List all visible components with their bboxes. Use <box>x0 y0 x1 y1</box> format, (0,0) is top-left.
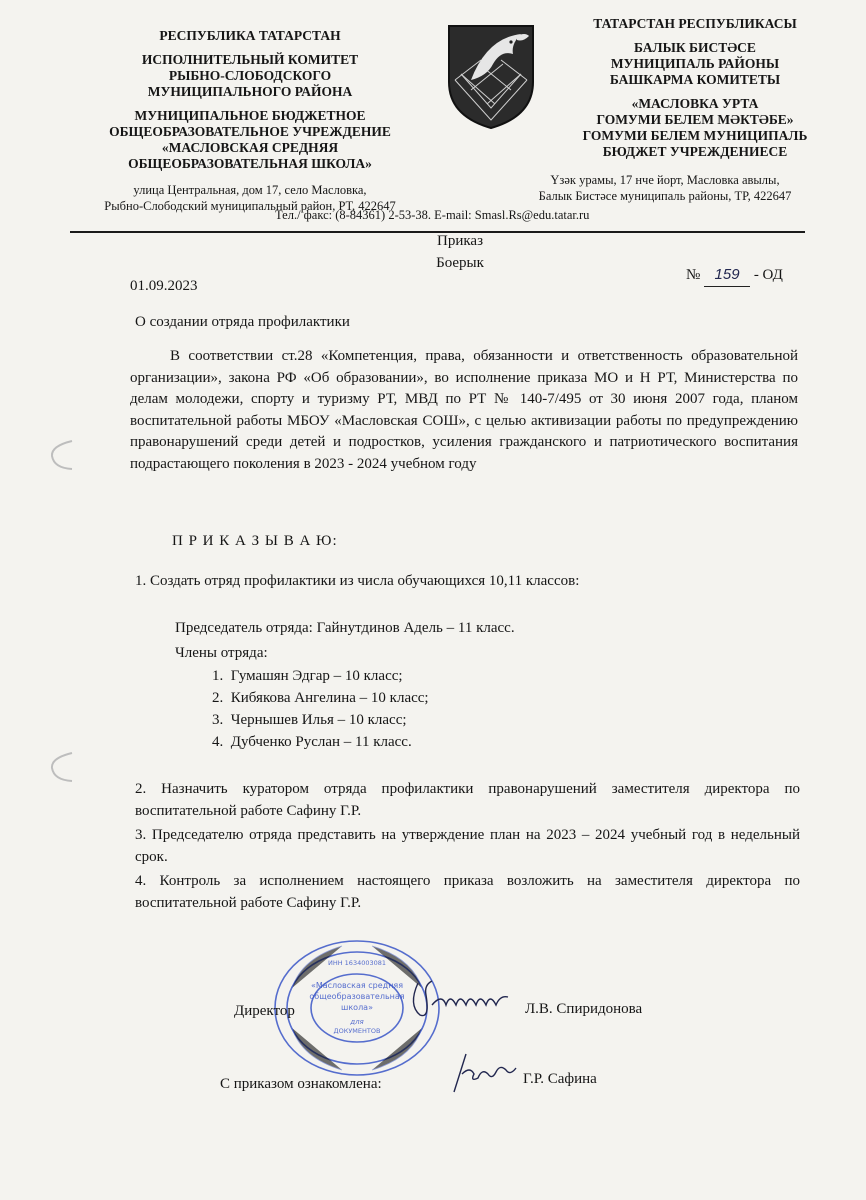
coat-of-arms-emblem <box>441 20 541 130</box>
list-item: 3. Чернышев Илья – 10 класс; <box>212 712 407 728</box>
address-tt: Үзәк урамы, 17 нче йорт, Масловка авылы, Балык Бистәсе муниципаль районы, ТР, 422647 <box>538 173 792 203</box>
members-list <box>212 665 429 753</box>
republic-name-ru: РЕСПУБЛИКА ТАТАРСТАН <box>159 28 341 43</box>
list-item: 1. Гумашян Эдгар – 10 класс; <box>212 668 403 684</box>
members-label: Члены отряда: <box>175 645 268 661</box>
director-name: Л.В. Спиридонова <box>525 1001 643 1017</box>
school-name-tt: «МАСЛОВКА УРТА ГОМУМИ БЕЛЕМ МӘКТӘБЕ» ГОМУМИ БЕЛЕМ МУНИЦИПАЛЬ БЮДЖЕТ УЧРЕЖДЕНИЕСЕ <box>582 96 808 159</box>
director-signature <box>398 975 513 1025</box>
squad-chairman: Председатель отряда: Гайнутдинов Адель – 11 класс. <box>175 620 515 636</box>
safina-signature <box>440 1048 520 1098</box>
order-date: 01.09.2023 <box>130 278 198 294</box>
order-preamble: В соответствии ст.28 «Компетенция, права, обязанности и ответственность образовательной организации», закона РФ «Об образовании», во исполнение приказа МО и Н РТ, Министерства по делам молодежи, спорту и туризму РТ, МВД по РТ № 140-7/495 от 30 июня 2007 года, планом воспитательной работы МБОУ «Масловская СОШ», с целью активизации работы по предупреждению правонарушений среди детей и подростков, усиления гражданского и патриотического воспитания подрастающего поколения в 2023 - 2024 учебном году <box>130 348 798 472</box>
svg-text:ИНН 1634003081: ИНН 1634003081 <box>327 959 387 967</box>
school-name-ru: МУНИЦИПАЛЬНОЕ БЮДЖЕТНОЕ ОБЩЕОБРАЗОВАТЕЛЬНОЕ УЧРЕЖДЕНИЕ «МАСЛОВСКАЯ СРЕДНЯЯ ОБЩЕОБРАЗОВАТЕЛЬНАЯ ШКОЛА» <box>109 108 391 171</box>
header-right <box>560 16 830 168</box>
order-number: № 159 - ОД <box>686 264 783 287</box>
order-number-value: 159 <box>704 264 750 287</box>
committee-name-ru: ИСПОЛНИТЕЛЬНЫЙ КОМИТЕТ РЫБНО-СЛОБОДСКОГО МУНИЦИПАЛЬНОГО РАЙОНА <box>141 52 359 99</box>
order-item-2: 2. Назначить куратором отряда профилактики правонарушений заместителя директора по воспитательной работе Сафину Г.Р. <box>135 781 800 819</box>
list-item: 2. Кибякова Ангелина – 10 класс; <box>212 690 429 706</box>
order-item-4: 4. Контроль за исполнением настоящего приказа возложить на заместителя директора по воспитательной работе Сафину Г.Р. <box>135 873 800 911</box>
header-left <box>90 28 410 180</box>
decree-word: П Р И К А З Ы В А Ю: <box>172 533 338 549</box>
acquainted-name: Г.Р. Сафина <box>523 1071 597 1087</box>
committee-name-tt: БАЛЫК БИСТӘСЕ МУНИЦИПАЛЬ РАЙОНЫ БАШКАРМА КОМИТЕТЫ <box>609 40 781 87</box>
order-title: Приказ Боерык <box>436 233 484 271</box>
address-ru: улица Центральная, дом 17, село Масловка, Рыбно-Слободский муниципальный район, РТ, 422647 <box>104 183 396 213</box>
director-label: Директор <box>234 1003 295 1019</box>
svg-text:общеобразовательная: общеобразовательная <box>309 992 405 1001</box>
order-item-1: 1. Создать отряд профилактики из числа обучающихся 10,11 классов: <box>135 573 580 589</box>
svg-text:для: для <box>350 1018 364 1026</box>
svg-text:школа»: школа» <box>341 1003 373 1012</box>
hole-punch-mark <box>46 750 76 784</box>
acquainted-label: С приказом ознакомлена: <box>220 1076 382 1092</box>
list-item: 4. Дубченко Руслан – 11 класс. <box>212 734 412 750</box>
svg-text:«Масловская средняя: «Масловская средняя <box>310 981 404 990</box>
svg-text:ДОКУМЕНТОВ: ДОКУМЕНТОВ <box>333 1027 381 1035</box>
republic-name-tt: ТАТАРСТАН РЕСПУБЛИКАСЫ <box>593 16 797 31</box>
hole-punch-mark <box>46 438 76 472</box>
order-item-3: 3. Председателю отряда представить на утверждение план на 2023 – 2024 учебный год в недельный срок. <box>135 827 800 865</box>
contacts-line: Тел./ факс: (8-84361) 2-53-38. E-mail: Smasl.Rs@edu.tatar.ru <box>275 208 590 222</box>
order-subject: О создании отряда профилактики <box>135 314 350 330</box>
